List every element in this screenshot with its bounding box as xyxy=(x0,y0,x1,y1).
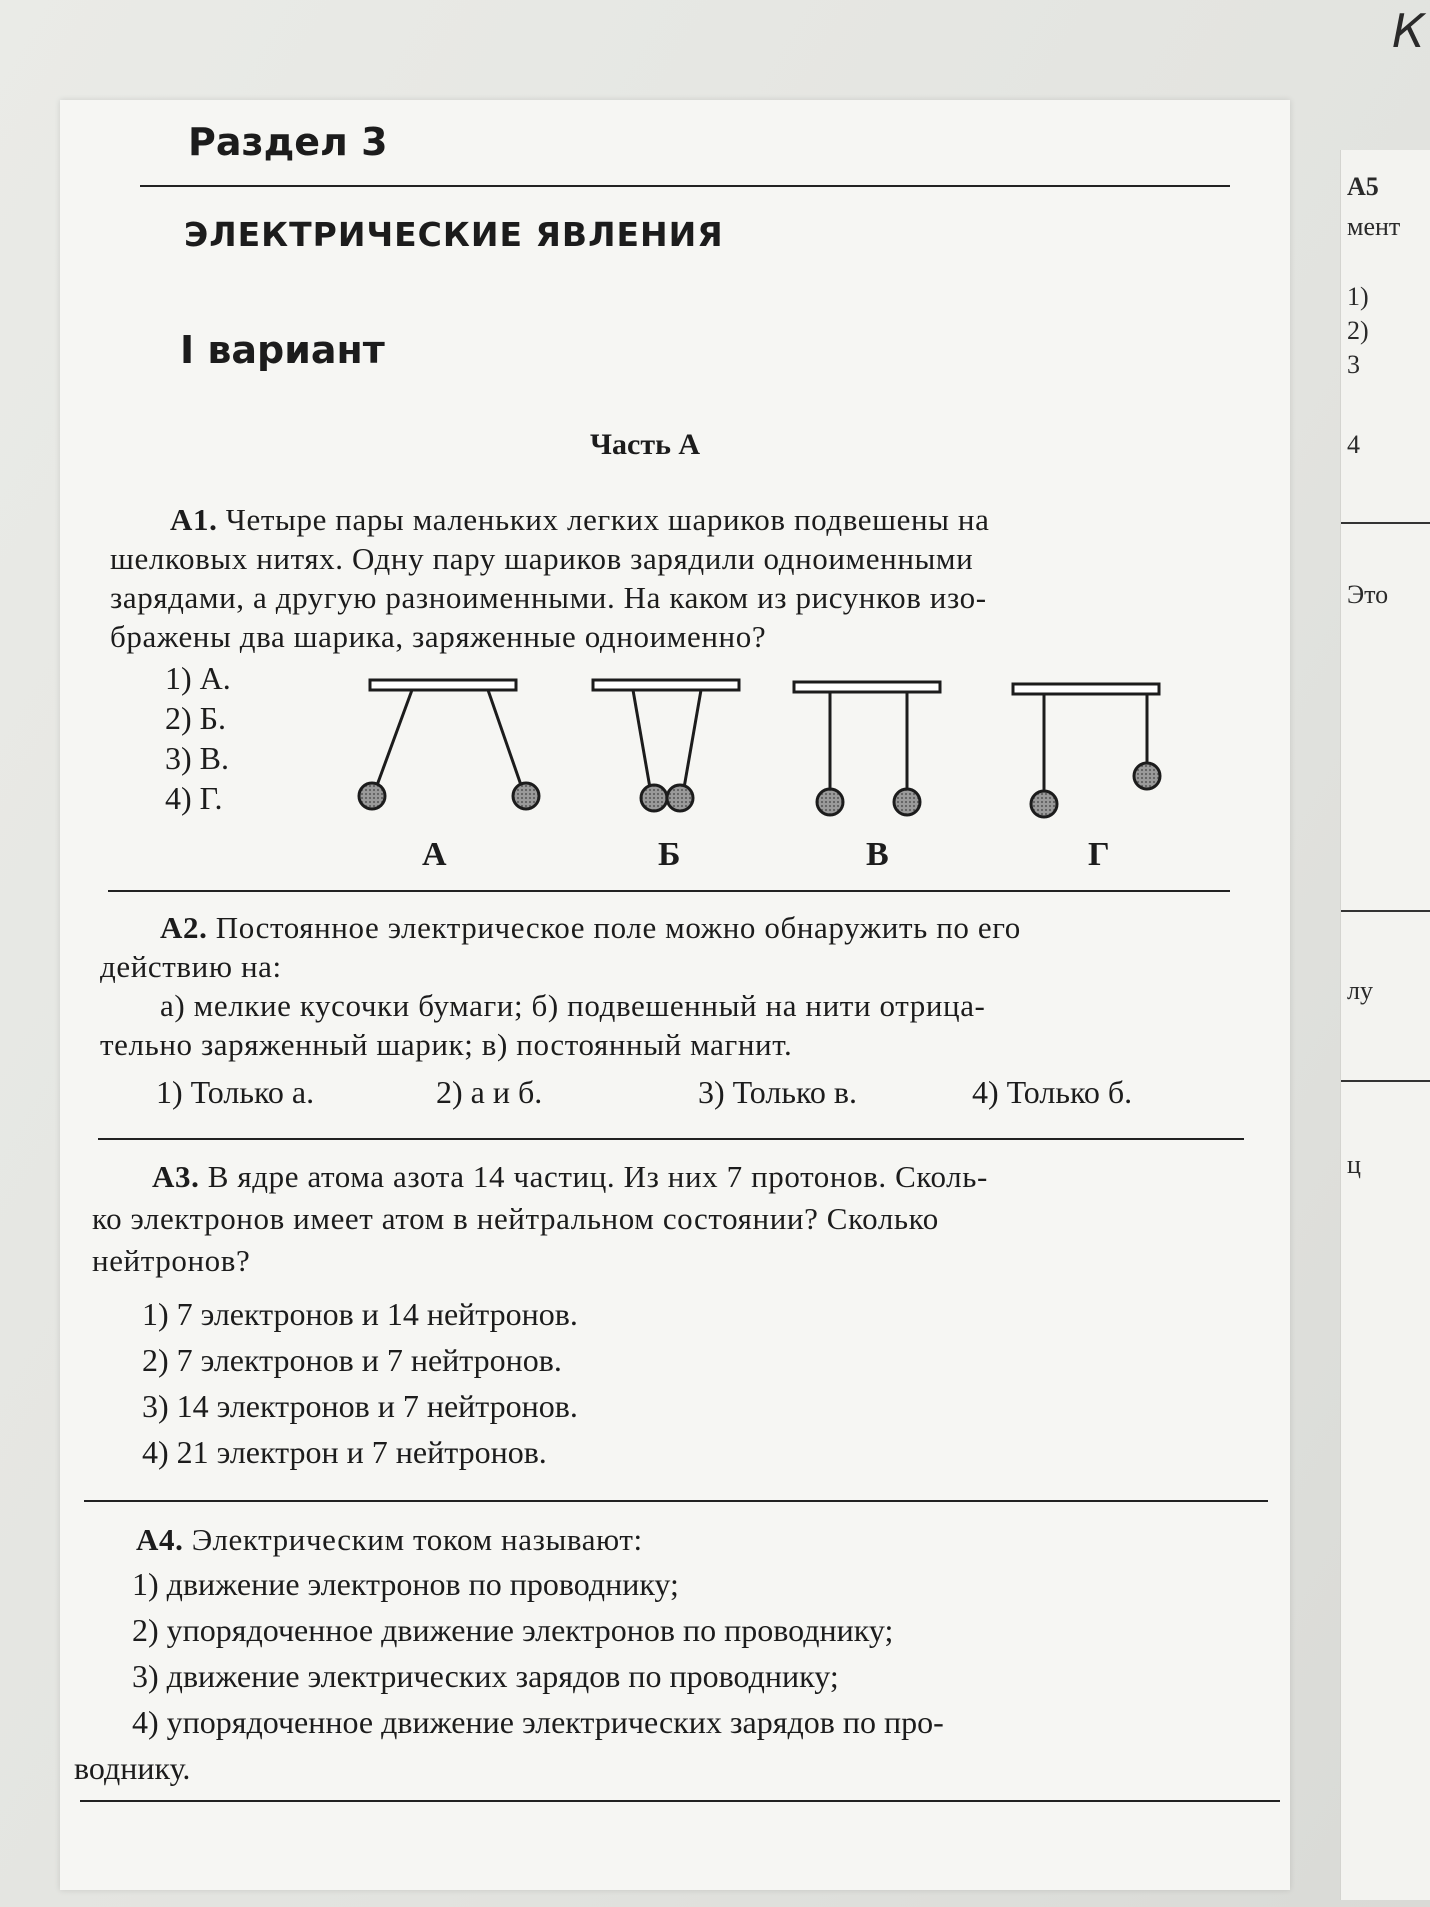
question-number: А4. xyxy=(136,1522,184,1557)
question-text-line: Электрическим током называют: xyxy=(191,1522,643,1557)
question-a4 xyxy=(80,1520,1260,1559)
answer-option: 4) Г. xyxy=(165,780,223,816)
figure-g-pendulums xyxy=(1013,684,1160,817)
corner-handwritten-mark: К xyxy=(1392,4,1425,58)
answer-option: 1) 7 электронов и 14 нейтронов. xyxy=(142,1296,578,1332)
figure-a-pendulums xyxy=(359,680,539,809)
question-a2 xyxy=(100,908,1240,1064)
answer-option: 3) движение электрических зарядов по проводнику; xyxy=(132,1658,839,1694)
question-text-line: нейтронов? xyxy=(92,1243,251,1278)
answer-option: 4) упорядоченное движение электрических зарядов по про- xyxy=(132,1704,944,1740)
answer-option-continuation: воднику. xyxy=(74,1750,191,1786)
question-divider xyxy=(98,1138,1244,1140)
adjacent-fragment: 2) xyxy=(1347,316,1369,345)
figure-label: Г xyxy=(1088,836,1110,873)
question-text-line: шелковых нитях. Одну пару шариков зарядили одноименными xyxy=(110,541,974,576)
question-number: А1. xyxy=(170,502,218,537)
figure-v-pendulums xyxy=(794,682,940,815)
answer-option: 1) движение электронов по проводнику; xyxy=(132,1566,679,1602)
question-number: А3. xyxy=(152,1159,200,1194)
answer-option: 2) упорядоченное движение электронов по проводнику; xyxy=(132,1612,894,1648)
answer-option: 4) 21 электрон и 7 нейтронов. xyxy=(142,1434,547,1470)
question-text-line: а) мелкие кусочки бумаги; б) подвешенный на нити отрица- xyxy=(160,988,986,1023)
topic-heading: ЭЛЕКТРИЧЕСКИЕ ЯВЛЕНИЯ xyxy=(184,215,724,254)
adjacent-fragment: А5 xyxy=(1347,172,1379,201)
question-text-line: ко электронов имеет атом в нейтральном состоянии? Сколько xyxy=(92,1201,939,1236)
adjacent-fragment: мент xyxy=(1347,212,1401,241)
adjacent-fragment: ц xyxy=(1347,1150,1361,1179)
adjacent-fragment: 1) xyxy=(1347,282,1369,311)
adjacent-fragment: лу xyxy=(1347,976,1373,1005)
figure-label: В xyxy=(866,836,889,873)
figure-b-pendulums xyxy=(593,680,739,811)
answer-option: 1) А. xyxy=(165,660,231,696)
question-text-line: зарядами, а другую разноименными. На каком из рисунков изо- xyxy=(110,580,987,615)
question-text-line: тельно заряженный шарик; в) постоянный магнит. xyxy=(100,1027,793,1062)
part-heading: Часть А xyxy=(590,428,701,461)
figure-label: Б xyxy=(658,836,681,873)
question-text-line: бражены два шарика, заряженные одноименно? xyxy=(110,619,767,654)
question-text-line: Постоянное электрическое поле можно обнаружить по его xyxy=(215,910,1021,945)
variant-heading: I вариант xyxy=(180,328,385,372)
adjacent-rule xyxy=(1341,522,1430,524)
answer-option: 3) 14 электронов и 7 нейтронов. xyxy=(142,1388,578,1424)
question-a3 xyxy=(92,1156,1252,1282)
question-number: А2. xyxy=(160,910,208,945)
answer-option: 4) Только б. xyxy=(972,1074,1133,1110)
answer-option: 1) Только а. xyxy=(156,1074,315,1110)
question-text-line: действию на: xyxy=(100,949,282,984)
adjacent-rule xyxy=(1341,1080,1430,1082)
answer-option: 3) В. xyxy=(165,740,229,776)
textbook-page xyxy=(60,100,1290,1890)
adjacent-fragment: 4 xyxy=(1347,430,1360,459)
figure-label: А xyxy=(422,836,447,873)
adjacent-page xyxy=(1340,150,1430,1900)
adjacent-fragment: 3 xyxy=(1347,350,1360,379)
adjacent-rule xyxy=(1341,910,1430,912)
question-divider xyxy=(108,890,1230,892)
adjacent-fragment: Это xyxy=(1347,580,1389,609)
answer-option: 2) а и б. xyxy=(436,1074,543,1110)
question-text-line: Четыре пары маленьких легких шариков подвешены на xyxy=(225,502,990,537)
section-heading: Раздел 3 xyxy=(188,120,388,164)
answer-option: 2) Б. xyxy=(165,700,227,736)
answer-option: 2) 7 электронов и 7 нейтронов. xyxy=(142,1342,562,1378)
question-text-line: В ядре атома азота 14 частиц. Из них 7 протонов. Сколь- xyxy=(207,1159,988,1194)
question-divider xyxy=(84,1500,1268,1502)
page-bottom-rule xyxy=(80,1800,1280,1802)
answer-option: 3) Только в. xyxy=(698,1074,857,1110)
